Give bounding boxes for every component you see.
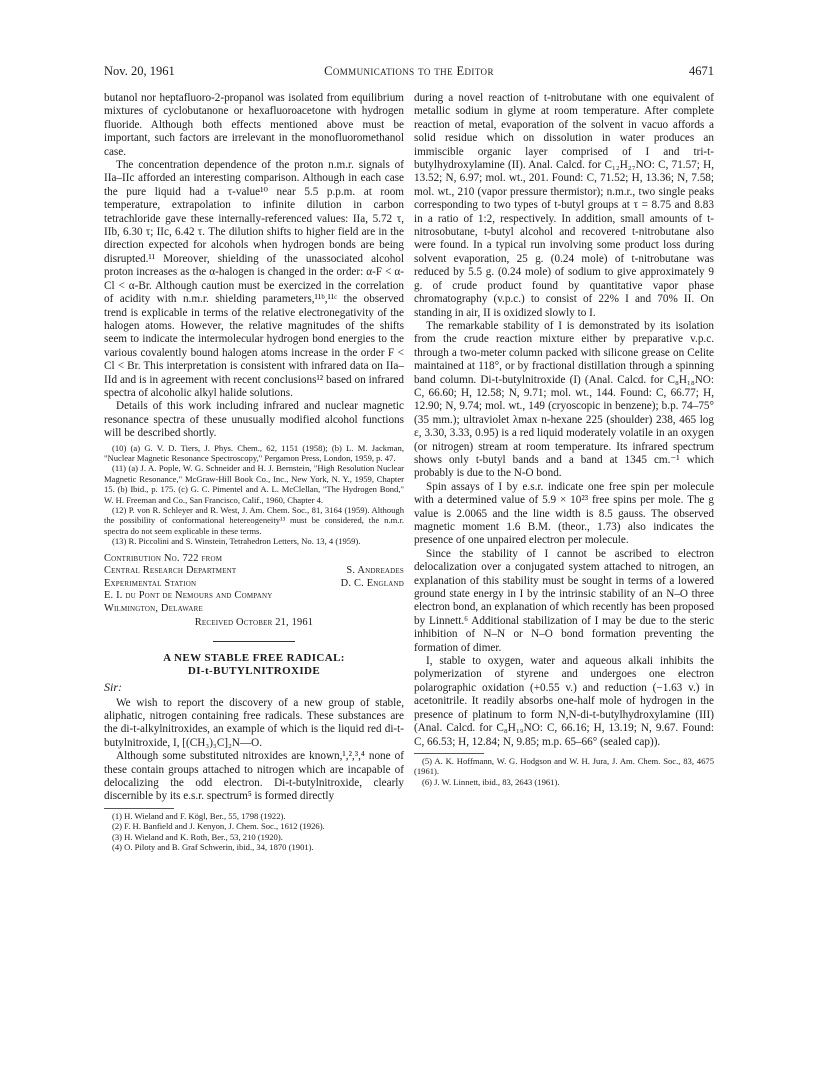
footnote: (11) (a) J. A. Pople, W. G. Schneider and H. J. Bernstein, "High Resolution Nuclear Magnetic Resonance," McGraw-Hill Book Co., Inc., New York, N. Y., 1959, Chapter 15. (b) Ibid., p. 175. (c) G. C. Pimentel and A. L. McClellan, "The Hydrogen Bond," W. H. Freeman and Co., San Francisco, Calif., 1960, Chapter 4. [104, 463, 404, 505]
footnotes-block [104, 811, 404, 853]
body-paragraph: We wish to report the discovery of a new group of stable, aliphatic, nitrogen containing free radicals. These substances are the di-t-alkylnitroxides, an example of which is the liquid red di-t-butylnitroxide, I, [(CH₃)₃C]₂N—O. [104, 696, 404, 749]
city: Wilmington, Delaware [104, 603, 203, 614]
footnote-rule [104, 808, 174, 809]
footnote: (5) A. K. Hoffmann, W. G. Hodgson and W. H. Jura, J. Am. Chem. Soc., 83, 4675 (1961). [414, 755, 714, 777]
body-paragraph: I, stable to oxygen, water and aqueous alkali inhibits the polymerization of styrene and undergoes one electron polarographic oxidation (+0.55 v.) and reduction (−1.63 v.) in acetonitrile. It readily absorbs one-half mole of hydrogen in the presence of platinum to form N,N-di-t-butylhydroxylamine (III) (Anal. Calcd. for C₈H₁₉NO: C, 66.16; H, 13.19; N, 9.67. Found: C, 66.53; H, 12.84; N, 9.85; m.p. 65–66° (sealed cap)). [414, 655, 714, 748]
author: S. Andreades [346, 565, 404, 577]
footnote: (4) O. Piloty and B. Graf Schwerin, ibid., 34, 1870 (1901). [112, 842, 314, 853]
department: Central Research Department [104, 565, 237, 577]
contribution-row [104, 565, 404, 578]
received-date: Received October 21, 1961 [194, 616, 314, 628]
body-paragraph: The remarkable stability of I is demonstrated by its isolation from the crude reaction mixture either by preparative v.p.c. through a two-meter column packed with silicone grease on Celite maintained at 118°, or by fractional distillation through a spinning band column. Di-t-butylnitroxide (I) (Anal. Calcd. for C₈H₁₈NO: C, 66.60; H, 12.58; N, 9.71; mol. wt., 144. Found: C, 66.77; H, 12.90; N, 9.74; mol. wt., 149 (cryoscopic in benzene); b.p. 74–75° (35 mm.); ultraviolet λmax n-hexane 225 (shoulder) 238, 465 log ε, 3.30, 3.33, 0.95) is a red liquid moderately volatile in an oxygen (or nitrogen) stream at room temperature. Its infrared spectrum shows only t-butyl bands and a band at 1345 cm.⁻¹ which probably is due to the N-O bond. [414, 319, 714, 480]
page-number: 4671 [689, 64, 714, 78]
footnotes-block [104, 443, 404, 547]
header-date: Nov. 20, 1961 [104, 64, 175, 78]
author: D. C. England [340, 577, 404, 589]
footnote: (12) P. von R. Schleyer and R. West, J. Am. Chem. Soc., 81, 3164 (1959). Although the possibility of conformational hetereogeneity¹³ must be considered, the n.m.r. spectra do not seem explicable in these terms. [104, 505, 404, 536]
running-title: Communications to the Editor [324, 64, 494, 78]
contribution-row [104, 578, 404, 591]
body-paragraph: The concentration dependence of the proton n.m.r. signals of IIa–IIc afforded an interesting comparison. Although in each case the pure liquid had a τ-value¹⁰ near 5.5 p.p.m. at room temperature, extrapolation to infinite dilution in carbon tetrachloride gave these internally-referenced values: IIa, 5.72 τ, IIb, 6.30 τ; IIc, 6.42 τ. The dilution shifts to higher field are in the direction expected for alcohols when hydrogen bonds are being disrupted.¹¹ Moreover, shielding of the unassociated alcohol proton increases as the α-halogen is changed in the order: α-F < α-Cl < α-Br. Although caution must be exercized in the correlation of acidity with n.m.r. shielding parameters,¹¹ᵇ,¹¹ᶜ the observed trend is explicable in terms of the relative electronegativity of the halogen atoms. However, the relative magnitudes of the shifts seem to indicate the intermolecular hydrogen bond energies to the various covalently bound halogen atoms increase in the order F < Cl < Br. This interpretation is consistent with infrared data on IIa–IId and is in agreement with recent conclusions¹² based on infrared spectra of alcoholic alkyl halide solutions. [104, 159, 404, 399]
body-paragraph: during a novel reaction of t-nitrobutane with one equivalent of metallic sodium in glyme at room temperature. After complete reaction of metal, evaporation of the solvent in vacuo affords a solid residue which on dissolution in water produces an immiscible organic layer comprised of I and tri-t-butylhydroxylamine (II). Anal. Calcd. for C₁₂H₂₇NO: C, 71.57; H, 13.52; N, 6.97; mol. wt., 201. Found: C, 71.52; H, 13.36; N, 7.58; mol. wt., 210 (vapor pressure thermistor); n.m.r., two single peaks corresponding to two types of t-butyl groups at τ = 8.75 and 8.83 in a ratio of 1:2, respectively. In addition, small amounts of t-nitrosobutane, t-butyl alcohol and recovered t-nitrobutane also were found. In a typical run involving some product loss during solvent evaporation, 25 g. (0.24 mole) of t-nitrobutane was reduced by 5.5 g. (0.24 mole) of sodium to give approximately 9 g. of crude product found by quantitative vapor phase chromatography (v.p.c.) to consist of 22% I and 70% II. On standing in air, II is oxidized slowly to I. [414, 92, 714, 319]
footnote: (13) R. Piccolini and S. Winstein, Tetrahedron Letters, No. 13, 4 (1959). [112, 536, 361, 547]
left-column [104, 92, 404, 852]
company: E. I. du Pont de Nemours and Company [104, 590, 273, 602]
contribution-number: Contribution No. 722 from [104, 552, 223, 564]
footnote: (3) H. Wieland and K. Roth, Ber., 53, 210 (1920). [112, 831, 283, 842]
article-title-line: DI-t-BUTYLNITROXIDE [187, 665, 321, 678]
footnote: (10) (a) G. V. D. Tiers, J. Phys. Chem., 62, 1151 (1958); (b) L. M. Jackman, "Nuclear Magnetic Resonance Spectroscopy," Pergamon Press, London, 1959, p. 47. [104, 442, 404, 463]
body-paragraph: Details of this work including infrared and nuclear magnetic resonance spectra of these unusually modified alcohol functions will be described shortly. [104, 400, 404, 440]
contribution-block [104, 553, 404, 630]
divider [213, 641, 295, 642]
salutation: Sir: [104, 680, 122, 695]
right-column [414, 92, 714, 787]
article-title [104, 652, 404, 678]
body-paragraph: Although some substituted nitroxides are known,¹,²,³,⁴ none of these contain groups attached to nitrogen which are incapable of delocalizing the odd electron. Di-t-butylnitroxide, clearly discernible by its e.s.r. spectrum⁵ is formed directly [104, 750, 404, 803]
footnotes-block [414, 756, 714, 787]
footnote-rule [414, 753, 484, 754]
page-header [104, 64, 714, 80]
body-paragraph: Spin assays of I by e.s.r. indicate one free spin per molecule with a determined value of 5.9 × 10²³ free spins per mole. The g value is 2.0065 and the line width is 8.5 gauss. The observed magnetic moment 1.6 B.M. (theor., 1.73) also indicates the presence of one unpaired electron per molecule. [414, 480, 714, 547]
station: Experimental Station [104, 577, 197, 589]
body-paragraph: Since the stability of I cannot be ascribed to electron delocalization over a conjugated system attached to nitrogen, an explanation of this stability must be sought in terms of a lowered ground state energy in I by the intrinsic stability of an N–O three electron bond, an explanation of which recently has been proposed by Linnett.⁶ Additional stabilization of I may be due to the steric inhibition of N–N or N–O bond formation preventing the formation of dimer. [414, 547, 714, 654]
footnote: (6) J. W. Linnett, ibid., 83, 2643 (1961). [422, 776, 560, 787]
article-title-line: A NEW STABLE FREE RADICAL: [163, 652, 345, 665]
body-paragraph: butanol nor heptafluoro-2-propanol was isolated from equilibrium mixtures of cyclobutanone or hexafluoroacetone with hydrogen fluoride. Although both effects mentioned above must be important, such factors are irrelevant in the monofluoromethanol case. [104, 92, 404, 158]
footnote: (1) H. Wieland and F. Kögl, Ber., 55, 1798 (1922). [112, 810, 286, 821]
footnote: (2) F. H. Banfield and J. Kenyon, J. Chem. Soc., 1612 (1926). [112, 821, 325, 832]
